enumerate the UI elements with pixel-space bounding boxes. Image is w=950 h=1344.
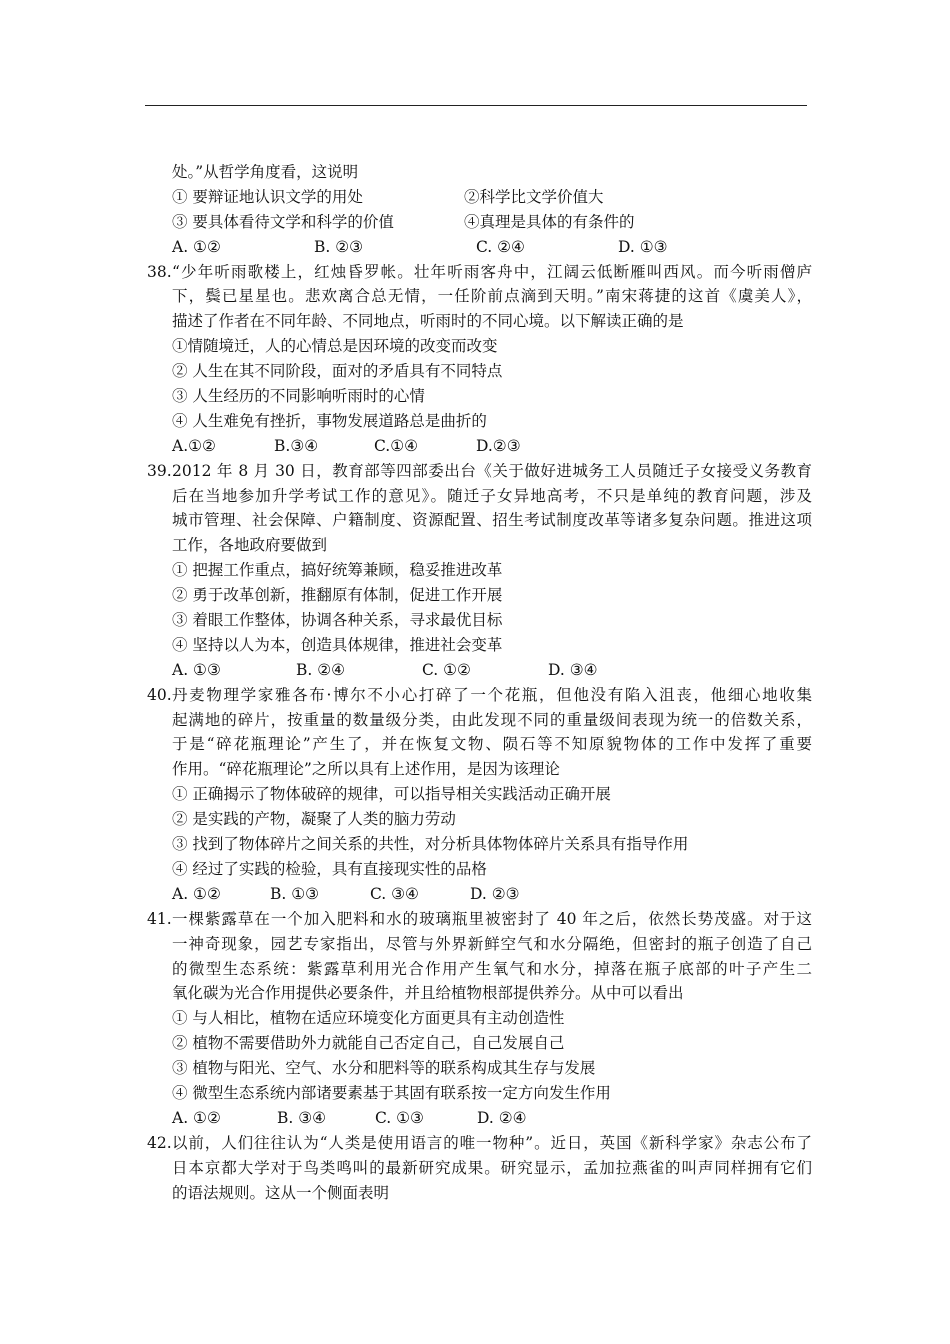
statement-item: ② 植物不需要借助外力就能自己否定自己，自己发展自己 [172, 1034, 565, 1053]
question-stem-line: 起满地的碎片，按重量的数量级分类，由此发现不同的重量级间表现为统一的倍数关系， [172, 710, 812, 729]
item-4: ④真理是具体的有条件的 [464, 212, 635, 231]
question-stem-line: 丹麦物理学家雅各布·博尔不小心打碎了一个花瓶，但他没有陷入沮丧，他细心地收集 [172, 685, 812, 704]
statement-item: ① 正确揭示了物体破碎的规律，可以指导相关实践活动正确开展 [172, 785, 611, 804]
answer-options [147, 882, 812, 907]
question-number: 39. [147, 461, 172, 480]
question-stem-line: 日本京都大学对于鸟类鸣叫的最新研究成果。研究显示，孟加拉燕雀的叫声同样拥有它们 [172, 1158, 812, 1177]
header-rule [145, 105, 807, 106]
question-stem-line: 描述了作者在不同年龄、不同地点，听雨时的不同心境。以下解读正确的是 [172, 312, 684, 331]
answer-options [147, 658, 812, 683]
question-stem-line: 工作，各地政府要做到 [172, 536, 328, 555]
option-b: B. ②③ [314, 237, 364, 256]
option-c: C. ①③ [375, 1108, 424, 1127]
question-stem-line: 后在当地参加升学考试工作的意见》。随迁子女异地高考，不只是单纯的教育问题，涉及 [172, 486, 812, 505]
question-number: 42. [147, 1133, 172, 1152]
option-d: D. ①③ [618, 237, 668, 256]
question-stem-line: 城市管理、社会保障、户籍制度、资源配置、招生考试制度改革等诸多复杂问题。推进这项 [172, 511, 812, 530]
option-c: C. ②④ [476, 237, 525, 256]
option-b: B. ③④ [277, 1108, 327, 1127]
statement-item: ② 人生在其不同阶段，面对的矛盾具有不同特点 [172, 362, 503, 381]
option-b: B. ①③ [270, 884, 320, 903]
statement-item: ① 把握工作重点，搞好统筹兼顾，稳妥推进改革 [172, 561, 503, 580]
question-stem-line: 处。”从哲学角度看，这说明 [172, 163, 359, 181]
question-40 [147, 683, 812, 907]
option-c: C. ③④ [370, 884, 419, 903]
question-first-line [147, 459, 812, 484]
option-d: D.②③ [476, 436, 521, 455]
answer-options [147, 235, 812, 260]
question-38 [147, 260, 812, 459]
item-pair-row [147, 185, 812, 210]
question-stem-line: 的语法规则。这从一个侧面表明 [172, 1183, 390, 1202]
option-c: C.①④ [374, 436, 419, 455]
option-d: D. ②④ [477, 1108, 527, 1127]
item-3: ③ 要具体看待文学和科学的价值 [172, 212, 394, 231]
item-pair-row [147, 210, 812, 235]
question-number: 41. [147, 909, 172, 928]
exam-page [147, 160, 812, 1205]
question-stem-line: “少年听雨歌楼上，红烛昏罗帐。壮年听雨客舟中，江阔云低断雁叫西风。而今听雨僧庐 [172, 262, 812, 281]
statement-item: ② 勇于改革创新，推翻原有体制，促进工作开展 [172, 586, 503, 605]
option-a: A.①② [172, 436, 216, 455]
question-first-line [147, 683, 812, 708]
question-first-line [147, 260, 812, 285]
item-1: ① 要辩证地认识文学的用处 [172, 187, 363, 206]
option-c: C. ①② [422, 660, 471, 679]
question-first-line [147, 907, 812, 932]
question-stem-line: 的微型生态系统：紫露草利用光合作用产生氧气和水分，掉落在瓶子底部的叶子产生二 [172, 959, 812, 978]
question-stem-line: 作用。“碎花瓶理论”之所以具有上述作用，是因为该理论 [172, 760, 560, 779]
question-42 [147, 1131, 812, 1206]
option-a: A. ①② [172, 237, 221, 256]
statement-item: ③ 着眼工作整体，协调各种关系，寻求最优目标 [172, 611, 503, 630]
question-stem-line: 于是“碎花瓶理论”产生了，并在恢复文物、陨石等不知原貌物体的工作中发挥了重要 [172, 735, 812, 754]
question-39 [147, 459, 812, 683]
answer-options [147, 434, 812, 459]
option-a: A. ①③ [172, 660, 221, 679]
option-d: D. ③④ [548, 660, 598, 679]
question-stem-line: 一棵紫露草在一个加入肥料和水的玻璃瓶里被密封了 40 年之后，依然长势茂盛。对于这 [172, 909, 812, 928]
statement-item: ① 与人相比，植物在适应环境变化方面更具有主动创造性 [172, 1009, 565, 1028]
statement-item: ④ 人生难免有挫折，事物发展道路总是曲折的 [172, 411, 487, 430]
question-stem-line: 下，鬓已星星也。悲欢离合总无情，一任阶前点滴到天明。”南宋蒋捷的这首《虞美人》， [172, 287, 812, 306]
statement-item: ④ 坚持以人为本，创造具体规律，推进社会变革 [172, 635, 503, 654]
question-first-line [147, 1131, 812, 1156]
statement-item: ③ 找到了物体碎片之间关系的共性，对分析具体物体碎片关系具有指导作用 [172, 835, 689, 854]
option-a: A. ①② [172, 1108, 221, 1127]
option-b: B.③④ [274, 436, 319, 455]
item-2: ②科学比文学价值大 [464, 187, 604, 206]
statement-item: ④ 微型生态系统内部诸要素基于其固有联系按一定方向发生作用 [172, 1083, 611, 1102]
statement-item: ①情随境迁，人的心情总是因环境的改变而改变 [172, 337, 498, 356]
question-stem-line: 氧化碳为光合作用提供必要条件，并且给植物根部提供养分。从中可以看出 [172, 984, 684, 1003]
answer-options [147, 1106, 812, 1131]
option-a: A. ①② [172, 884, 221, 903]
question-number: 40. [147, 685, 172, 704]
question-number: 38. [147, 262, 172, 281]
statement-item: ② 是实践的产物，凝聚了人类的脑力劳动 [172, 810, 456, 829]
question-37-continuation [147, 160, 812, 260]
statement-item: ④ 经过了实践的检验，具有直接现实性的品格 [172, 859, 487, 878]
question-stem-line: 以前，人们往往认为“人类是使用语言的唯一物种”。近日，英国《新科学家》杂志公布了 [172, 1133, 812, 1152]
statement-item: ③ 人生经历的不同影响听雨时的心情 [172, 387, 425, 406]
question-41 [147, 907, 812, 1131]
option-b: B. ②④ [296, 660, 346, 679]
statement-item: ③ 植物与阳光、空气、水分和肥料等的联系构成其生存与发展 [172, 1059, 596, 1078]
question-stem-line: 一神奇现象，园艺专家指出，尽管与外界新鲜空气和水分隔绝，但密封的瓶子创造了自己 [172, 934, 812, 953]
question-stem-line: 2012 年 8 月 30 日，教育部等四部委出台《关于做好进城务工人员随迁子女接受义务教育 [172, 461, 812, 480]
option-d: D. ②③ [470, 884, 520, 903]
